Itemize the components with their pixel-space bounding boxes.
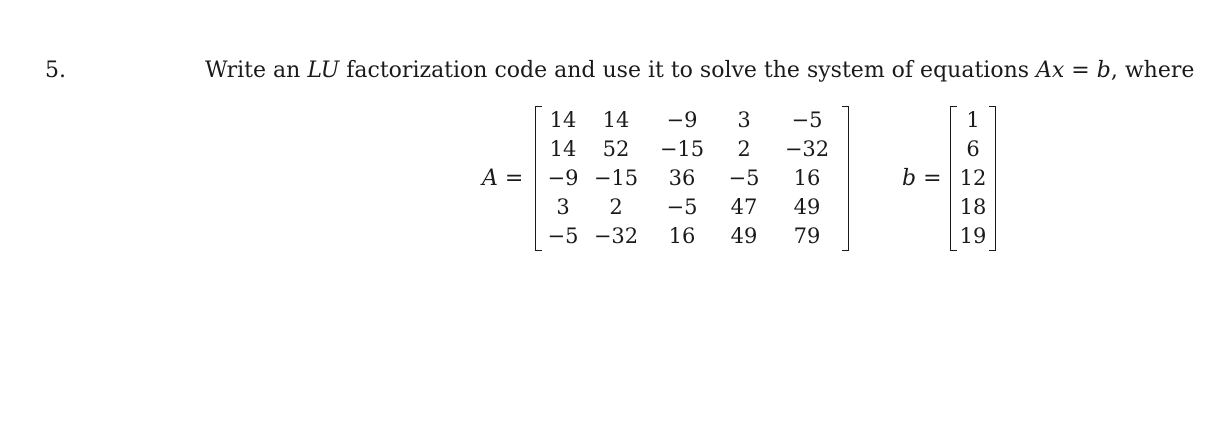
matrix-a-cell: 49 bbox=[793, 195, 821, 219]
matrix-a-cell: −9 bbox=[547, 166, 579, 190]
matrix-a-cell: 79 bbox=[793, 224, 821, 248]
matrix-a-cell: −15 bbox=[659, 137, 705, 161]
matrix-a-cell: 14 bbox=[549, 108, 577, 132]
vector-b-label bbox=[902, 166, 942, 191]
matrix-a bbox=[543, 106, 841, 251]
matrix-a-cell: −15 bbox=[593, 166, 639, 190]
matrix-a-cell: 52 bbox=[602, 137, 630, 161]
matrix-a-cell: 16 bbox=[668, 224, 696, 248]
matrix-a-cell: −32 bbox=[593, 224, 639, 248]
matrix-a-cell: 14 bbox=[602, 108, 630, 132]
matrix-a-cell: 2 bbox=[609, 195, 623, 219]
vector-b-cell: 12 bbox=[959, 166, 987, 190]
matrix-a-cell: −32 bbox=[784, 137, 830, 161]
matrix-a-cell: 36 bbox=[668, 166, 696, 190]
matrix-a-cell: −9 bbox=[666, 108, 698, 132]
problem-statement bbox=[205, 58, 1194, 83]
vector-b-equals: = bbox=[916, 166, 942, 191]
vector-b-cell: 6 bbox=[966, 137, 980, 161]
vector-b-cell: 18 bbox=[959, 195, 987, 219]
vector-b-right-bracket bbox=[989, 106, 996, 251]
matrix-a-left-bracket bbox=[535, 106, 542, 251]
matrix-a-cell: 3 bbox=[737, 108, 751, 132]
matrix-a-cell: −5 bbox=[547, 224, 579, 248]
statement-ax: Ax bbox=[1036, 58, 1065, 83]
matrix-a-cell: 14 bbox=[549, 137, 577, 161]
matrix-a-cell: 47 bbox=[730, 195, 758, 219]
matrix-a-cell: −5 bbox=[791, 108, 823, 132]
statement-text-end: , where bbox=[1110, 58, 1195, 83]
vector-b-left-bracket bbox=[950, 106, 957, 251]
matrix-a-cell: −5 bbox=[666, 195, 698, 219]
statement-text-middle: factorization code and use it to solve the system of equations bbox=[339, 58, 1037, 83]
statement-lu: LU bbox=[307, 58, 340, 83]
vector-b-symbol: b bbox=[902, 166, 917, 191]
matrix-a-cell: 49 bbox=[730, 224, 758, 248]
statement-text-start: Write an bbox=[205, 58, 308, 83]
matrix-a-right-bracket bbox=[842, 106, 849, 251]
statement-equals: = bbox=[1064, 58, 1097, 83]
statement-b: b bbox=[1096, 58, 1111, 83]
matrix-a-cell: 2 bbox=[737, 137, 751, 161]
problem-number: 5. bbox=[45, 58, 66, 83]
matrix-a-cell: 3 bbox=[556, 195, 570, 219]
matrix-a-cell: 16 bbox=[793, 166, 821, 190]
matrix-a-cell: −5 bbox=[728, 166, 760, 190]
matrix-a-label bbox=[482, 166, 523, 191]
matrix-a-symbol: A bbox=[482, 166, 498, 191]
vector-b-cell: 1 bbox=[966, 108, 980, 132]
vector-b bbox=[958, 106, 988, 251]
vector-b-cell: 19 bbox=[959, 224, 987, 248]
matrix-a-equals: = bbox=[497, 166, 524, 191]
